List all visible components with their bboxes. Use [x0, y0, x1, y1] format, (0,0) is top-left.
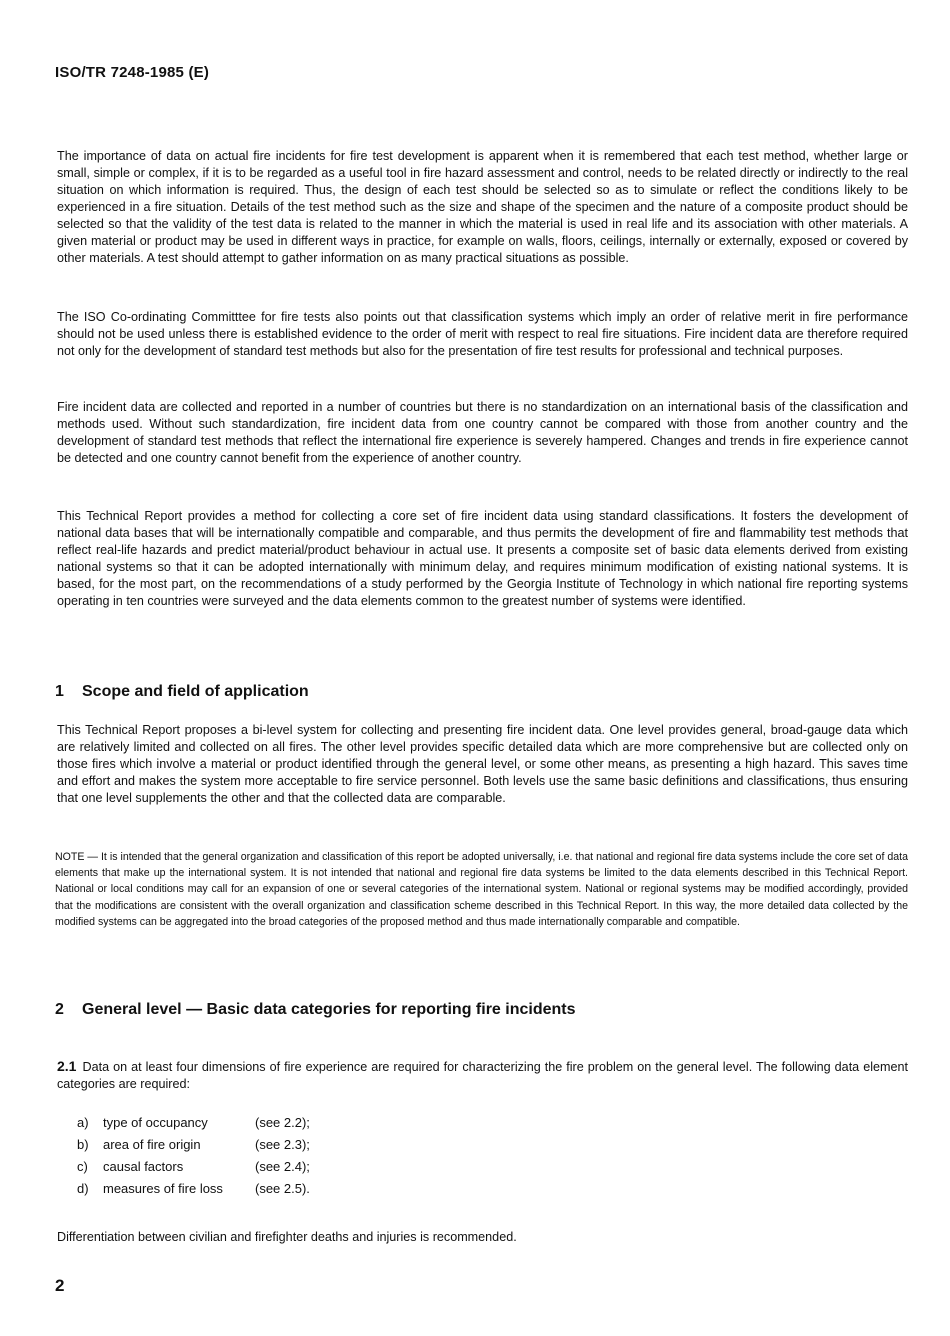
section-1-number: 1: [55, 683, 64, 700]
list-item-text: causal factors: [103, 1159, 184, 1174]
page-number: 2: [55, 1276, 65, 1295]
section-2-title: General level — Basic data categories for reporting fire incidents: [82, 1001, 576, 1018]
list-item-ref: (see 2.3);: [255, 1137, 310, 1152]
intro-paragraph-4: This Technical Report provides a method for collecting a core set of fire incident data using standard classifications. It fosters the development of national data bases that will be internationally compatible and comparable, and thus permits the development of fire and flammability test methods that reflect real-life hazards and predict material/product behaviour in actual use. It presents a composite set of basic data elements derived from existing national systems so that it can be adopted internationally with minimum delay, and requires minimum modification of existing national systems. It is based, for the most part, on the recommendations of a study performed by the Georgia Institute of Technology in which national fire reporting systems operating in ten countries were surveyed and the data elements common to the greatest number of systems were identified.: [57, 509, 908, 608]
data-category-list: [77, 1112, 310, 1200]
section-1-heading: [55, 683, 309, 701]
subsection-2-1-body: [57, 1058, 908, 1093]
list-item-ref: (see 2.2);: [255, 1115, 310, 1130]
section-1-title: Scope and field of application: [82, 683, 309, 700]
section-2-number: 2: [55, 1001, 64, 1018]
list-item-ref: (see 2.4);: [255, 1159, 310, 1174]
list-item-letter: b): [77, 1137, 89, 1152]
list-item-text: measures of fire loss: [103, 1181, 223, 1196]
intro-paragraph-2: The ISO Co-ordinating Committtee for fire tests also points out that classification systems which imply an order of relative merit in fire performance should not be used unless there is established evidence to the order of merit with respect to real fire situations. Fire incident data are therefore required not only for the development of standard test methods but also for the presentation of fire test results for professional and technical purposes.: [57, 310, 908, 358]
list-item-letter: a): [77, 1115, 89, 1130]
document-id: ISO/TR 7248-1985 (E): [55, 64, 210, 81]
list-item-ref: (see 2.5).: [255, 1181, 310, 1196]
list-item-letter: c): [77, 1159, 88, 1174]
list-item: [77, 1178, 310, 1200]
intro-paragraph-1: The importance of data on actual fire incidents for fire test development is apparent when it is remembered that each test method, whether large or small, simple or complex, if it is to be regarded as a useful tool in fire hazard assessment and control, needs to be related directly or indirectly to the real situation on which information is required. Thus, the design of each test should be selected so as to simulate or reflect the conditions likely to be experienced in a fire situation. Details of the test method such as the size and shape of the specimen and the nature of a composite product should be selected so that the validity of the test data is related to the manner in which the material is used in real life and its association with other materials. A given material or product may be used in different ways in practice, for example on walls, floors, ceilings, internally or externally, exposed or covered by other materials. A test should attempt to gather information on as many practical situations as possible.: [57, 149, 908, 265]
subsection-2-1-number: 2.1: [57, 1058, 77, 1074]
section-1-note: NOTE — It is intended that the general organization and classification of this report be adopted universally, i.e. that national and regional fire data systems include the core set of data elements that make up the international system. It is not intended that national and regional fire data systems be limited to the data elements described in this Technical Report. National or local conditions may call for an expansion of one or several categories of the international system. National or regional systems may be modified accordingly, provided that the modifications are consistent with the overall organization and classification scheme described in this Technical Report. In this way, the more detailed data collected by the modified systems can be aggregated into the broad categories of the proposed method and thus made internationally comparable and compatible.: [55, 851, 908, 928]
subsection-2-1-text: Data on at least four dimensions of fire experience are required for characterizing the fire problem on the general level. The following data element categories are required:: [57, 1060, 908, 1091]
list-item: [77, 1134, 310, 1156]
section-1-body: This Technical Report proposes a bi-level system for collecting and presenting fire incident data. One level provides general, broad-gauge data which are relatively limited and collected on all fires. The other level provides specific detailed data which are more comprehensive but are collected only on those fires which involve a material or product identified through the general level, or some other means, as presenting a high hazard. This saves time and effort and makes the system more acceptable to fire service personnel. Both levels use the same basic definitions and classifications, thus ensuring that one level supplements the other and that the collected data are comparable.: [57, 723, 908, 805]
list-item-text: type of occupancy: [103, 1115, 208, 1130]
list-item-text: area of fire origin: [103, 1137, 201, 1152]
section-2-heading: [55, 1001, 576, 1019]
list-item: [77, 1112, 310, 1134]
closing-sentence: Differentiation between civilian and firefighter deaths and injuries is recommended.: [57, 1230, 517, 1244]
intro-paragraph-3: Fire incident data are collected and reported in a number of countries but there is no standardization on an international basis of the classification and methods used. Without such standardization, fire incident data from one country cannot be compared with those from another country and the development of standard test methods that reflect the international fire experience is severely hampered. Changes and trends in fire experience cannot be detected and one country cannot benefit from the experience of another country.: [57, 400, 908, 465]
list-item: [77, 1156, 310, 1178]
list-item-letter: d): [77, 1181, 89, 1196]
